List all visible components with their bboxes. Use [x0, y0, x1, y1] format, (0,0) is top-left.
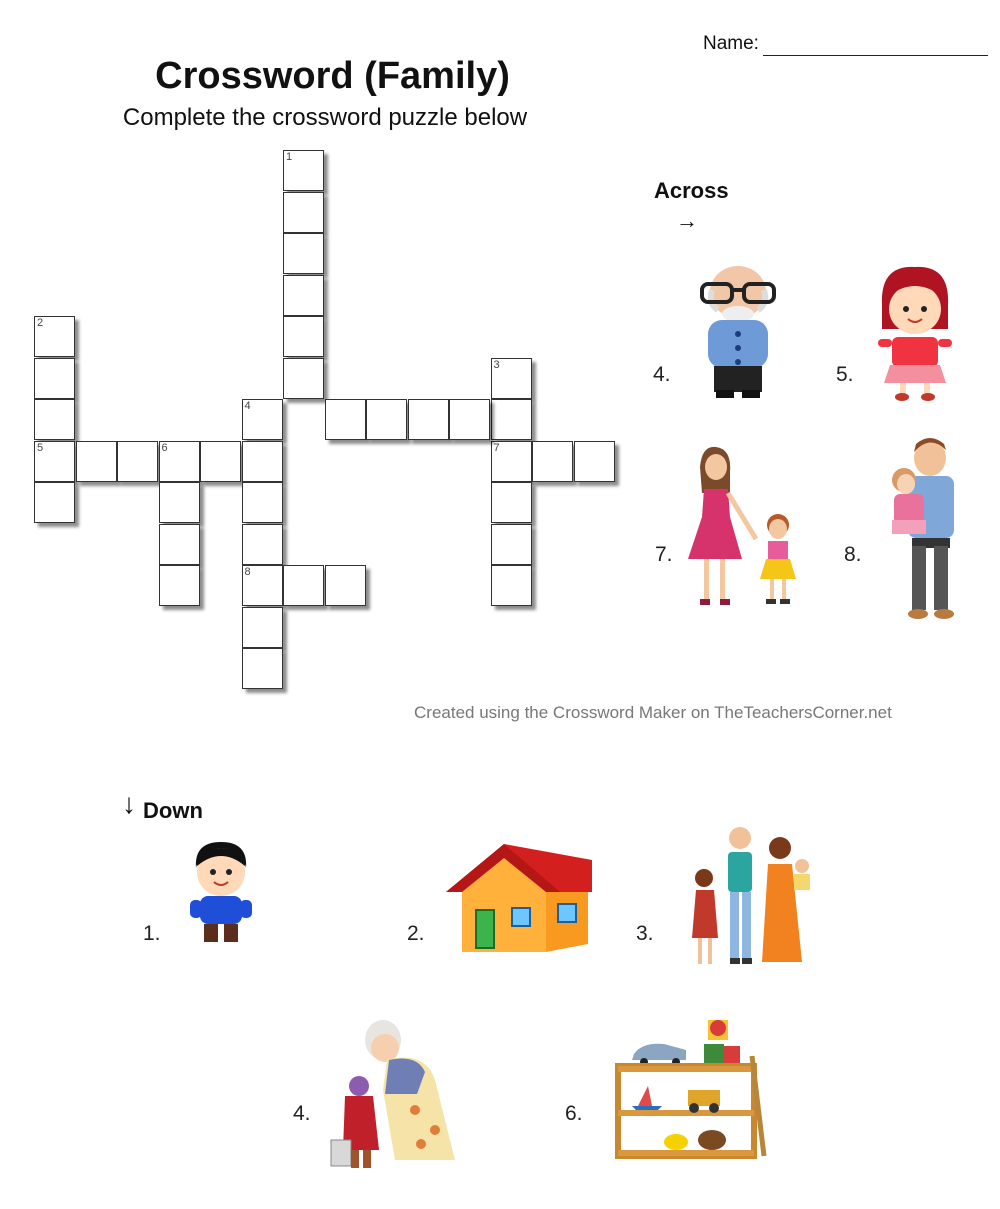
crossword-cell[interactable]: [159, 482, 200, 523]
crossword-cell[interactable]: [491, 399, 532, 440]
crossword-cell[interactable]: [283, 565, 324, 606]
crossword-cell[interactable]: [242, 565, 283, 606]
cell-number: 6: [161, 441, 168, 454]
across-clue-8-number: 8.: [844, 543, 862, 566]
cell-number: 2: [37, 317, 44, 329]
crossword-cell[interactable]: [242, 399, 283, 440]
credit-text: Created using the Crossword Maker on TheTeachersCorner.net: [414, 703, 892, 722]
crossword-cell[interactable]: [283, 358, 324, 399]
crossword-cell[interactable]: [283, 233, 324, 274]
crossword-cell[interactable]: [491, 524, 532, 565]
across-clue-7-number: 7.: [655, 543, 673, 566]
crossword-cell[interactable]: [76, 441, 117, 482]
crossword-cell[interactable]: [34, 482, 75, 523]
name-input-line[interactable]: [763, 55, 988, 56]
arrow-down-icon: ↓: [122, 788, 136, 819]
crossword-cell[interactable]: [283, 150, 324, 191]
father-child-picture: [864, 436, 982, 622]
across-clue-5-number: 5.: [836, 363, 854, 386]
crossword-cell[interactable]: [242, 524, 283, 565]
crossword-cell[interactable]: [159, 565, 200, 606]
crossword-cell[interactable]: [491, 358, 532, 399]
cell-number: 1: [286, 151, 293, 163]
cell-number: 8: [244, 566, 251, 578]
crossword-cell[interactable]: [366, 399, 407, 440]
girl-picture: [870, 265, 960, 401]
crossword-cell[interactable]: [491, 565, 532, 606]
crossword-cell[interactable]: [283, 316, 324, 357]
grandmother-picture: [325, 1010, 465, 1176]
page-subtitle: Complete the crossword puzzle below: [122, 104, 528, 131]
crossword-cell[interactable]: [242, 648, 283, 689]
crossword-cell[interactable]: [242, 482, 283, 523]
crossword-cell[interactable]: [242, 441, 283, 482]
crossword-cell[interactable]: [159, 524, 200, 565]
crossword-cell[interactable]: [325, 565, 366, 606]
cell-number: 5: [37, 441, 44, 454]
crossword-cell[interactable]: [34, 316, 75, 357]
crossword-cell[interactable]: [34, 399, 75, 440]
crossword-cell[interactable]: [408, 399, 449, 440]
family-picture: [682, 826, 828, 972]
mother-daughter-picture: [680, 443, 815, 613]
down-clue-6-number: 6.: [565, 1102, 583, 1125]
cell-number: 3: [493, 358, 500, 371]
crossword-cell[interactable]: [200, 441, 241, 482]
across-heading: Across: [654, 178, 729, 203]
crossword-cell[interactable]: [242, 607, 283, 648]
crossword-cell[interactable]: [283, 275, 324, 316]
down-clue-1-number: 1.: [143, 922, 161, 945]
crossword-cell[interactable]: [574, 441, 615, 482]
toy-shelf-picture: [612, 1016, 772, 1162]
down-heading: Down: [143, 798, 203, 823]
name-label: Name:: [703, 33, 759, 54]
crossword-cell[interactable]: [532, 441, 573, 482]
crossword-cell[interactable]: [34, 441, 75, 482]
down-clue-4-number: 4.: [293, 1102, 311, 1125]
crossword-cell[interactable]: [491, 482, 532, 523]
across-clue-4-number: 4.: [653, 363, 671, 386]
crossword-cell[interactable]: [34, 358, 75, 399]
crossword-cell[interactable]: [159, 441, 200, 482]
crossword-cell[interactable]: [117, 441, 158, 482]
crossword-cell[interactable]: [449, 399, 490, 440]
grandfather-picture: [688, 262, 788, 402]
boy-picture: [186, 840, 256, 946]
cell-number: 4: [244, 400, 251, 412]
page-title: Crossword (Family): [155, 55, 510, 97]
crossword-grid: [0, 0, 640, 700]
arrow-right-icon: →: [676, 208, 698, 233]
crossword-cell[interactable]: [283, 192, 324, 233]
cell-number: 7: [493, 441, 500, 454]
house-picture: [442, 840, 597, 960]
down-clue-2-number: 2.: [407, 922, 425, 945]
crossword-cell[interactable]: [491, 441, 532, 482]
crossword-cell[interactable]: [325, 399, 366, 440]
down-clue-3-number: 3.: [636, 922, 654, 945]
